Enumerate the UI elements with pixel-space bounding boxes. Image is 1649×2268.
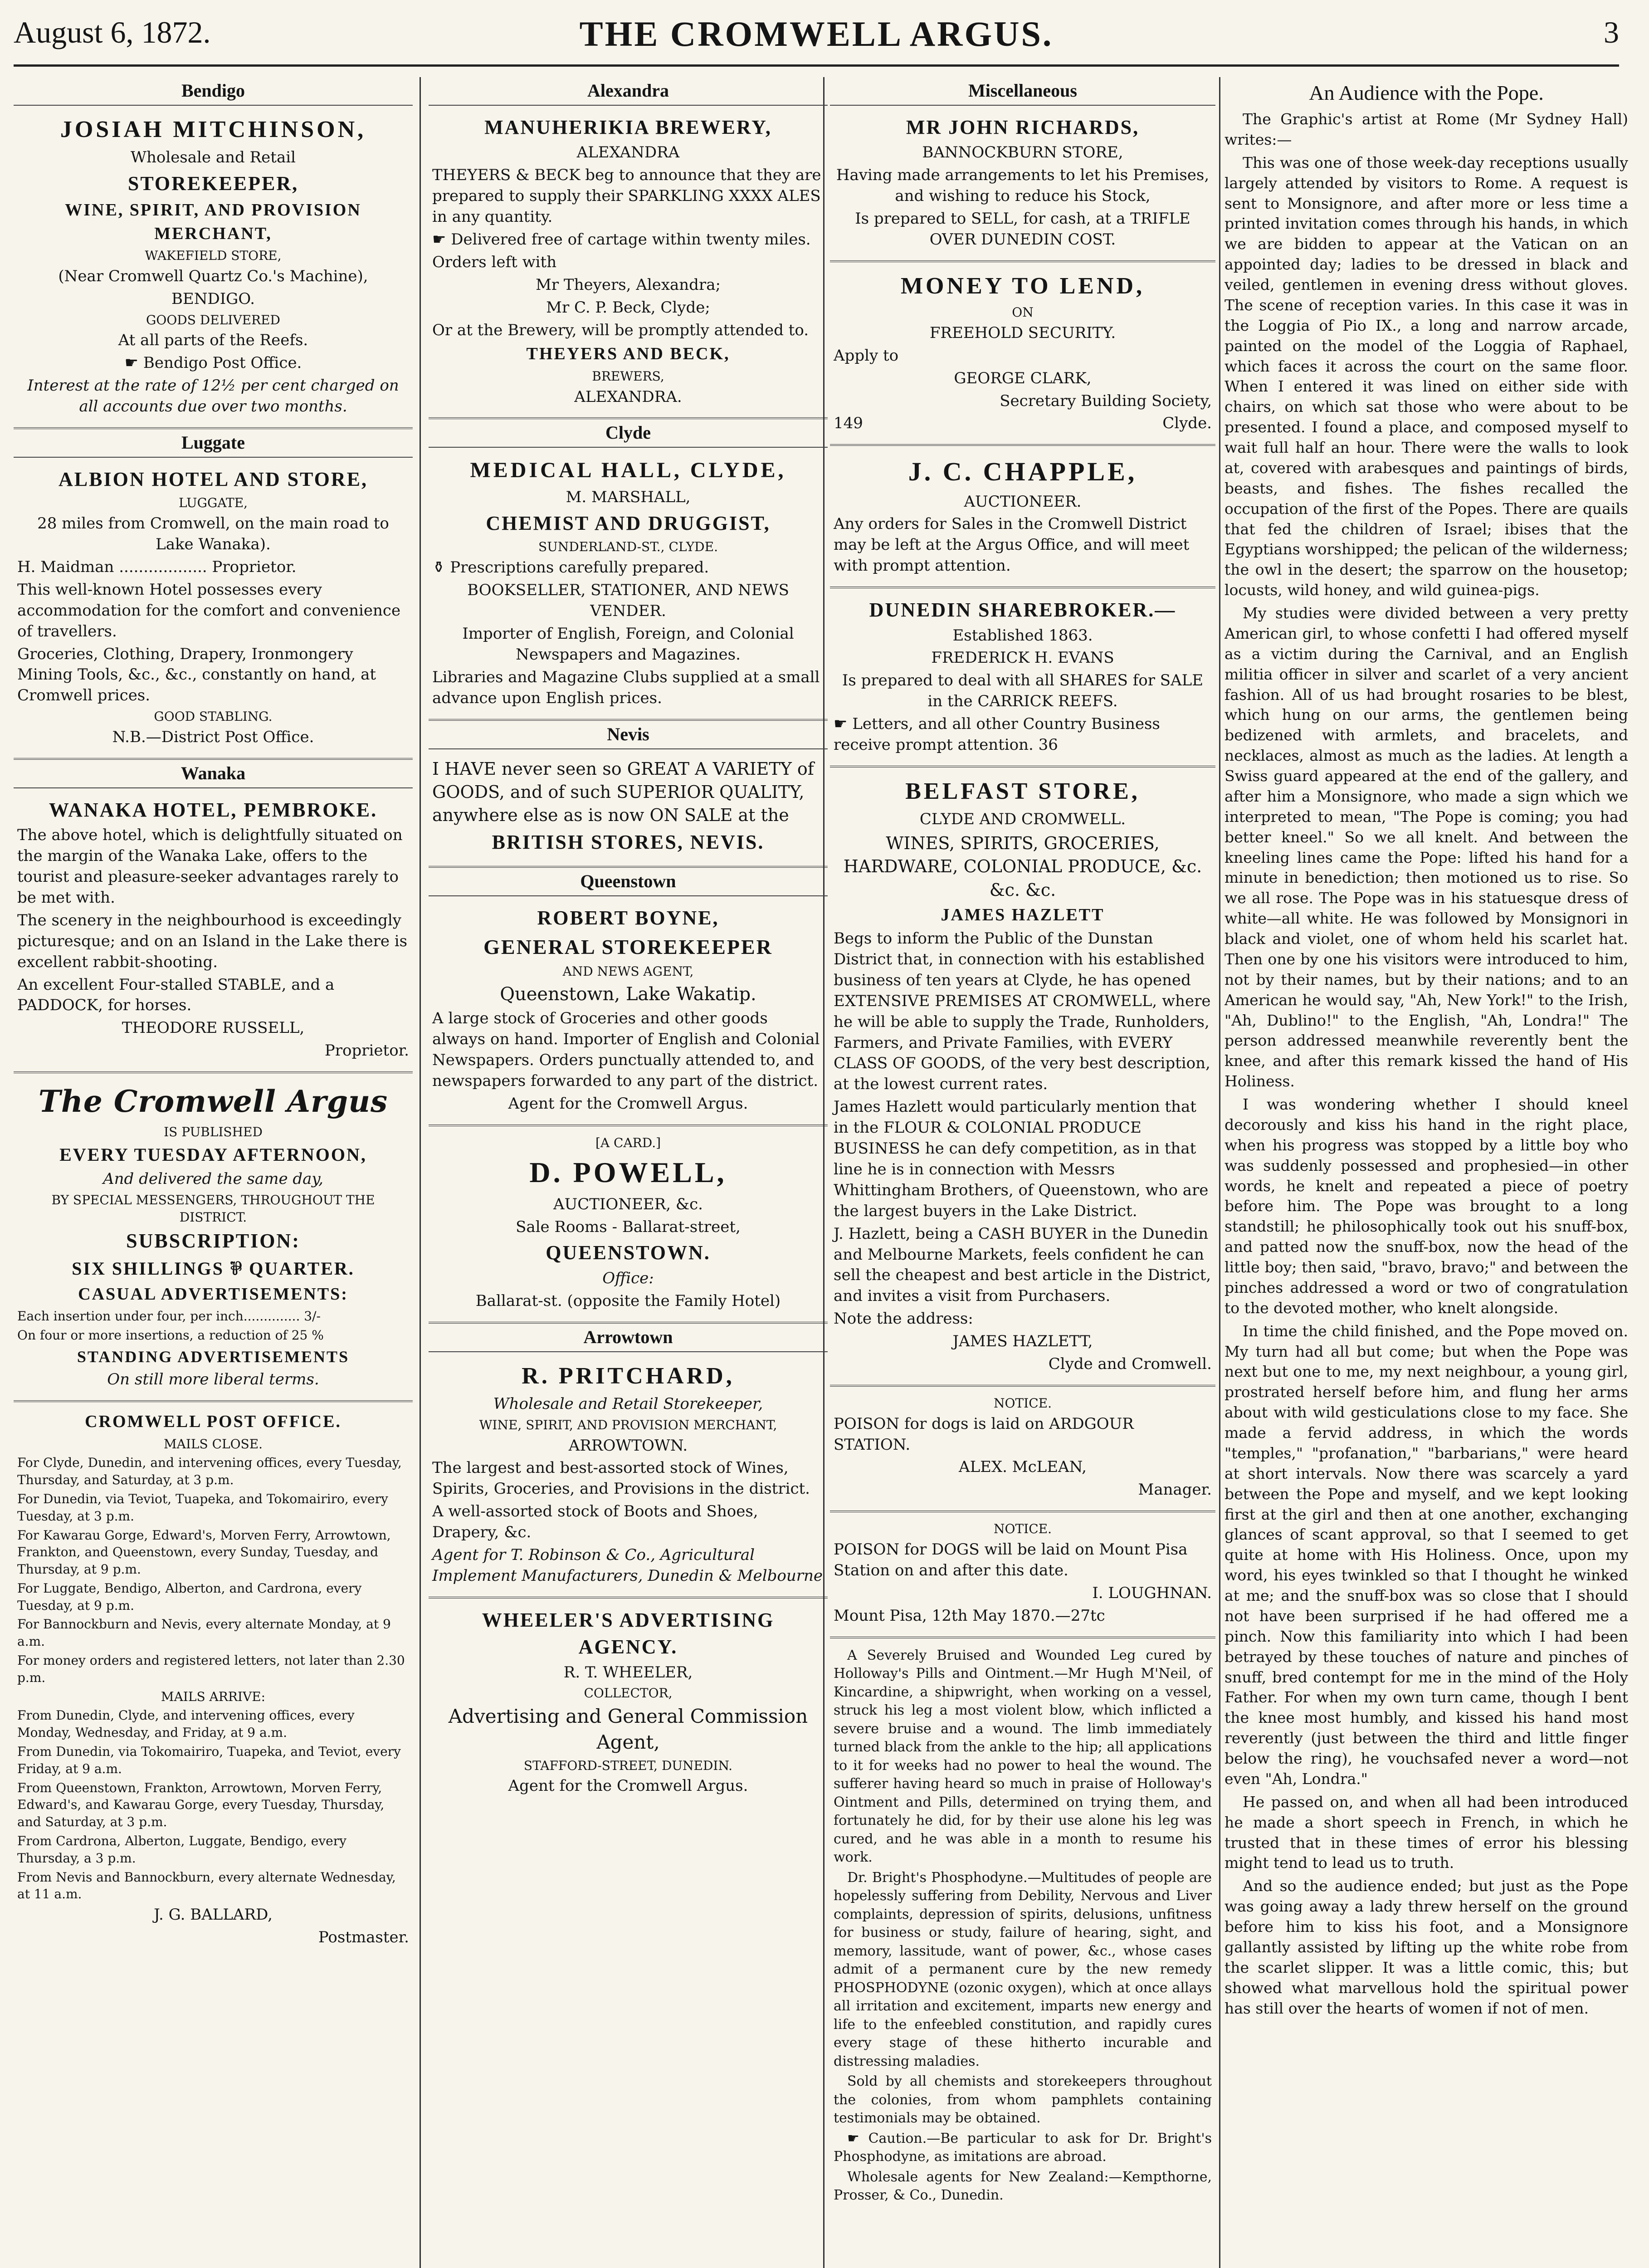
section-heading: Wanaka: [14, 760, 413, 788]
mails-arrive-list: [17, 1707, 409, 1903]
advert-british-stores: [429, 749, 828, 868]
advert-name: R. PRITCHARD,: [522, 1363, 735, 1389]
phosphodyne-agents: Wholesale agents for New Zealand:—Kempthorne, Prosser, & Co., Dunedin.: [834, 2169, 1212, 2204]
advert-line: Each insertion under four, per inch.............. 3/-: [17, 1309, 321, 1324]
article-audience-with-the-pope: [1225, 77, 1628, 2268]
advert-line: Clyde and Cromwell.: [1048, 1354, 1212, 1373]
section-heading: Miscellaneous: [830, 77, 1215, 106]
article-paragraph: My studies were divided between a very pretty American girl, to whose confetti I had offered myself as a victim during the Carnival, and an English militia officer in silver and scarlet of a very ancient fashion. All of us had brought rosaries to be blest, which hung on our arms, the gentlemen being bedizened with armlets, and bracelets, and necklaces, almost as much as the ladies. At length a Swiss guard appeared at the end of the gallery, and after him a Monsignore, who made a sign which we interpreted to mean, "The Pope is coming; you had better kneel." So we all knelt. And between the kneeling lines came the Pope: lifted his hand for a minute in benediction; then motioned us to rise. So we all rose. The Pope was in his statuesque dress of white—all white. He was followed by Monsignori in black and violet, one of whom held his scarlet hat. Then one by one his visitors were introduced to him, not by their names, but by their nations; and to an American he would say, "Ah, New York!" to the Irish, "Ah, Dublino!" to the English, "Ah, Londra!" The person addressed meanwhile reverently bent the knee, and after this remark kissed the hand of His Holiness.: [1225, 604, 1628, 1090]
phosphodyne-notice: Sold by all chemists and storekeepers throughout the colonies, from whom pamphlets containing testimonials may be obtained.: [834, 2073, 1212, 2126]
advert-line: AUCTIONEER, &c.: [553, 1195, 703, 1213]
advert-line: SUNDERLAND-ST., CLYDE.: [538, 539, 718, 555]
advert-line: ALEX. McLEAN,: [959, 1458, 1087, 1476]
advert-line: R. T. WHEELER,: [563, 1663, 693, 1681]
advert-albion-hotel: [14, 458, 413, 760]
holloway-notice: A Severely Bruised and Wounded Leg cured by Holloway's Pills and Ointment.—Mr Hugh M'Neil, of Kincardine, a shipwright, when working on a vessel, struck his leg a most violent blow, which inflicted a severe bruise and a wound. The limb immediately turned black from the ankle to the hip; all applications to it for weeks had no power to heal the wound. The sufferer having heard so much in praise of Holloway's Ointment and Pills, determined on trying them, and fortunately he did, for by their use alone his leg was cured, and he was able in a month to resume his work.: [834, 1647, 1212, 1866]
article-paragraph: The Graphic's artist at Rome (Mr Sydney Hall) writes:—: [1225, 110, 1628, 148]
advert-line: THEODORE RUSSELL,: [122, 1019, 305, 1037]
advert-name: WANAKA HOTEL, PEMBROKE.: [49, 798, 378, 821]
advert-line: An excellent Four-stalled STABLE, and a PADDOCK, for horses.: [17, 975, 335, 1015]
post-office-title: CROMWELL POST OFFICE.: [85, 1412, 342, 1432]
section-heading: Bendigo: [14, 77, 413, 106]
advert-line: H. Maidman .................. Proprietor.: [17, 557, 297, 576]
advert-line: Proprietor.: [324, 1041, 409, 1060]
advert-line: James Hazlett would particularly mention that in the FLOUR & COLONIAL PRODUCE BUSINESS he can defy competition, as in that line he is in connection with Messrs Whittingham Brothers, of Queenstown, who are the largest buyers in the Lake District.: [834, 1098, 1209, 1220]
advert-line: STOREKEEPER,: [127, 172, 299, 195]
advert-line: SUBSCRIPTION:: [126, 1230, 300, 1252]
pointing-hand-icon: ☛: [432, 230, 451, 249]
list-item: From Dunedin, Clyde, and intervening offices, every Monday, Wednesday, and Friday, at 9 a.m.: [17, 1708, 355, 1740]
advert-line: Note the address:: [834, 1310, 973, 1328]
page-number: 3: [1604, 15, 1619, 49]
advert-line: Interest at the rate of 12½ per cent charged on all accounts due over two months.: [27, 376, 399, 416]
notice-mount-pisa: [830, 1512, 1215, 1638]
advert-line: Letters, and all other Country Business receive prompt attention.: [834, 715, 1160, 754]
column-1: [14, 77, 413, 2268]
advert-line: Libraries and Magazine Clubs supplied at a small advance upon English prices.: [432, 668, 820, 707]
article-paragraph: He passed on, and when all had been introduced he made a short speech in French, in which he trusted that in these times of error his blessing might tend to lead us to truth.: [1225, 1793, 1628, 1872]
advert-mitchinson: [14, 106, 413, 429]
issue-date: August 6, 1872.: [14, 15, 211, 49]
section-heading: Alexandra: [429, 77, 828, 106]
advert-line: (Near Cromwell Quartz Co.'s Machine),: [58, 267, 368, 285]
advert-line: Agent for the Cromwell Argus.: [508, 1777, 748, 1795]
advert-line: CLYDE AND CROMWELL.: [919, 810, 1126, 829]
advert-line: BOOKSELLER, STATIONER, AND NEWS VENDER.: [467, 581, 789, 621]
advert-line: I HAVE never seen so GREAT A VARIETY of GOODS, and of such SUPERIOR QUALITY, anywhere else as is now ON SALE at the: [432, 758, 814, 826]
advert-line: [A CARD.]: [595, 1135, 661, 1150]
advert-chapple: [830, 446, 1215, 588]
advert-line: WINE, SPIRIT, AND PROVISION MERCHANT,: [479, 1417, 777, 1432]
pointing-hand-icon: ☛: [834, 715, 853, 733]
section-heading: Arrowtown: [429, 1324, 828, 1352]
advert-line: Importer of English, Foreign, and Colonial Newspapers and Magazines.: [462, 624, 794, 664]
article-paragraph: And so the audience ended; but just as the Pope was going away a lady threw herself on the ground before him to kiss his foot, and a Monsignore gallantly assisted by lifting up the white robe from the scarlet slipper. It was a little comic, this; but showed what marvellous hold the spiritual power has still over the hearts of women if not of men.: [1225, 1877, 1628, 2017]
advert-line: At all parts of the Reefs.: [118, 331, 308, 350]
advert-name: D. POWELL,: [529, 1156, 727, 1189]
advert-line: Delivered free of cartage within twenty miles.: [451, 230, 811, 249]
advert-name: MANUHERIKIA BREWERY,: [484, 116, 772, 138]
advert-line: Agent for the Cromwell Argus.: [508, 1094, 748, 1113]
advert-money-to-lend: [830, 262, 1215, 446]
advert-argus-subscription: [14, 1073, 413, 1402]
pointing-hand-icon: ☛: [847, 2130, 868, 2146]
advert-line: Ballarat-st. (opposite the Family Hotel): [475, 1291, 781, 1310]
list-item: For Kawarau Gorge, Edward's, Morven Ferry, Arrowtown, Frankton, and Queenstown, every Sunday, Tuesday, and Thursday, at 9 p.m.: [17, 1527, 391, 1577]
newspaper-title: THE CROMWELL ARGUS.: [579, 14, 1054, 54]
advert-line: GEORGE CLARK,: [954, 369, 1092, 387]
mails-close-heading: MAILS CLOSE.: [163, 1436, 263, 1452]
advert-manuherikia-brewery: [429, 106, 828, 419]
advert-line: COLLECTOR,: [584, 1686, 673, 1701]
list-item: From Nevis and Bannockburn, every alternate Wednesday, at 11 a.m.: [17, 1869, 396, 1902]
advert-line: Groceries, Clothing, Drapery, Ironmongery Mining Tools, &c., &c., constantly on hand, at Cromwell prices.: [17, 645, 376, 705]
article-paragraph: In time the child finished, and the Pope moved on. My turn had all but come; but when the Pope was next but one to me, my next neighbour, a young girl, prostrated herself before him, and flung her arms about with wild gesticulations close to my face. She made a fervid address, in which the words "temples," "profanation," "barbarians," were heard at short intervals. Now there was scarcely a yard between the Pope and myself, and we kept looking first at the girl and then at one another, exchanging glances of scant approval, so that I seemed to get quite at home with His Holiness. Once, upon my word, his eyes twinkled so that I thought he winked at me; and the snuff-box was so close that I should not have been surprised if he had offered me a pinch. Now this familiarity into which I had been betrayed by these touches of nature and pinches of snuff, bred contempt for me in the mind of the Holy Father. For when my own turn came, though I bent the knee most humbly, and kissed his hand most reverently (just between the third and little finger below the ring), he vouchsafed never a word—not even "Ah, Londra.": [1225, 1322, 1628, 1788]
section-heading: Luggate: [14, 429, 413, 458]
advert-line: QUEENSTOWN.: [546, 1242, 711, 1264]
advert-line: Agent for T. Robinson & Co., Agricultural Implement Manufacturers, Dunedin & Melbourne: [432, 1545, 823, 1585]
phosphodyne-caution: Caution.—Be particular to ask for Dr. Bright's Phosphodyne, as imitations are abroad.: [834, 2130, 1212, 2165]
advert-name: BELFAST STORE,: [905, 778, 1140, 804]
list-item: For money orders and registered letters, not later than 2.30 p.m.: [17, 1653, 405, 1685]
advert-line: Orders left with: [432, 253, 557, 271]
article-paragraph: I was wondering whether I should kneel decorously and kiss his hand in the right place, when his progress was stopped by a little boy who was suddenly possessed and prophesied—in other words, he knelt and repeated a piece of poetry before him. The Pope was brought to a long standstill; he philosophically took out his snuff-box, and patted now the snuff-box, now the head of the little boy; then said, "bravo, bravo;" and between the pinches addressed a word or two of congratulation to the devoted mother, who knelt alongside.: [1225, 1095, 1628, 1317]
section-heading: Clyde: [429, 419, 828, 448]
advert-line: Or at the Brewery, will be promptly attended to.: [432, 321, 809, 339]
advert-name: MR JOHN RICHARDS,: [906, 116, 1140, 138]
advert-line: GOOD STABLING.: [154, 709, 273, 724]
postmaster-name: J. G. BALLARD,: [154, 1906, 273, 1924]
patent-medicine-notices: [830, 1638, 1215, 2215]
section-heading: Queenstown: [429, 868, 828, 896]
advert-john-richards: [830, 106, 1215, 262]
advert-belfast-store: [830, 767, 1215, 1387]
advert-wheeler: [429, 1598, 828, 1807]
advert-line: IS PUBLISHED: [164, 1124, 263, 1140]
advert-line: CASUAL ADVERTISEMENTS:: [78, 1284, 348, 1304]
advert-medical-hall: [429, 448, 828, 720]
advert-line: AUCTIONEER.: [964, 492, 1082, 511]
advert-line: Is prepared to SELL, for cash, at a TRIFLE OVER DUNEDIN COST.: [855, 210, 1190, 249]
advert-line: AND NEWS AGENT,: [562, 964, 694, 979]
advert-line: Office:: [602, 1269, 654, 1287]
mails-arrive-heading: MAILS ARRIVE:: [161, 1689, 266, 1704]
advert-line: Wholesale and Retail Storekeeper,: [493, 1394, 763, 1413]
advert-name: J. C. CHAPPLE,: [908, 457, 1137, 487]
advert-line: POISON for DOGS will be laid on Mount Pisa Station on and after this date.: [834, 1540, 1188, 1579]
list-item: For Dunedin, via Teviot, Tuapeka, and Tokomairiro, every Tuesday, at 3 p.m.: [17, 1491, 388, 1524]
notice-title: NOTICE.: [994, 1521, 1052, 1537]
advert-line: On still more liberal terms.: [107, 1370, 319, 1389]
advert-line: LUGGATE,: [178, 495, 248, 511]
mails-close-list: [17, 1454, 409, 1686]
advert-line: Is prepared to deal with all SHARES for SALE in the CARRICK REEFS.: [842, 671, 1204, 711]
advert-line: GOODS DELIVERED: [146, 312, 280, 327]
advert-line: THEYERS AND BECK,: [526, 344, 730, 364]
advert-line: JAMES HAZLETT: [941, 905, 1105, 924]
postmaster-title: Postmaster.: [318, 1928, 409, 1947]
advert-line: SIX SHILLINGS ⅌ QUARTER.: [72, 1258, 355, 1279]
list-item: For Clyde, Dunedin, and intervening offices, every Tuesday, Thursday, and Saturday, at 3 p.m.: [17, 1455, 402, 1488]
list-item: From Cardrona, Alberton, Luggate, Bendigo, every Thursday, a 3 p.m.: [17, 1833, 346, 1866]
advert-line: Secretary Building Society,: [1000, 391, 1212, 410]
advert-line: BANNOCKBURN STORE,: [922, 143, 1123, 162]
advert-line: Mr C. P. Beck, Clyde;: [546, 298, 710, 317]
advert-line: FREEHOLD SECURITY.: [929, 323, 1116, 342]
advert-line: WINE, SPIRIT, AND PROVISION MERCHANT,: [65, 200, 361, 243]
advert-name: JOSIAH MITCHINSON,: [60, 117, 366, 142]
column-3: [830, 77, 1215, 2268]
advert-line: I. LOUGHNAN.: [1092, 1584, 1212, 1602]
advert-line: WINES, SPIRITS, GROCERIES, HARDWARE, COLONIAL PRODUCE, &c. &c. &c.: [843, 833, 1202, 900]
advert-line: M. MARSHALL,: [566, 488, 691, 507]
advert-line: WAKEFIELD STORE,: [145, 248, 282, 264]
advert-line: This well-known Hotel possesses every accommodation for the comfort and convenience of travellers.: [17, 580, 401, 640]
advert-line: CHEMIST AND DRUGGIST,: [486, 512, 771, 535]
advert-line: Mr Theyers, Alexandra;: [536, 275, 721, 294]
advert-name: WHEELER'S ADVERTISING AGENCY.: [482, 1608, 775, 1658]
post-office-schedule: [14, 1402, 413, 1958]
notice-title: NOTICE.: [994, 1395, 1052, 1411]
advert-line: BREWERS,: [592, 368, 664, 384]
advert-line: Queenstown, Lake Wakatip.: [500, 984, 756, 1005]
list-item: For Luggate, Bendigo, Alberton, and Cardrona, every Tuesday, at 9 p.m.: [17, 1580, 362, 1613]
advert-line: Having made arrangements to let his Premises, and wishing to reduce his Stock,: [836, 166, 1210, 205]
advert-name: ROBERT BOYNE,: [537, 906, 719, 929]
advert-name: DUNEDIN SHAREBROKER.—: [869, 599, 1176, 621]
advert-pritchard: [429, 1352, 828, 1598]
advert-line: The scenery in the neighbourhood is exceedingly picturesque; and on an Island in the Lake there is excellent rabbit-shooting.: [17, 911, 408, 971]
column-rule: [420, 77, 421, 2268]
advert-line: FREDERICK H. EVANS: [931, 649, 1114, 667]
advert-line: ALEXANDRA: [576, 143, 680, 162]
advert-line: 36: [1038, 735, 1058, 754]
section-heading: Nevis: [429, 721, 828, 749]
advert-line: N.B.—District Post Office.: [112, 728, 314, 746]
mortar-pestle-icon: ⚱: [432, 558, 450, 577]
advert-line: Prescriptions carefully prepared.: [450, 558, 709, 577]
advert-line: Sale Rooms - Ballarat-street,: [516, 1217, 741, 1236]
advert-line: GENERAL STOREKEEPER: [483, 935, 773, 959]
advert-line: Advertising and General Commission Agent,: [448, 1705, 808, 1753]
advert-line: And delivered the same day,: [103, 1169, 323, 1188]
phosphodyne-notice: Dr. Bright's Phosphodyne.—Multitudes of people are hopelessly suffering from Debility, Nervous and Liver complaints, depression of spirits, delusions, unfitness for business or study, failure of hearing, sight, and memory, lassitude, want of power, &c., whose cases admit of a permanent cure by the new remedy PHOSPHODYNE (ozonic oxygen), which at once allays all irritation and excitement, imparts new energy and life to the enfeebled constitution, and rapidly cures every stage of these hitherto incurable and distressing maladies.: [834, 1869, 1212, 2069]
advert-line: A large stock of Groceries and other goods always on hand. Importer of English and Colonial Newspapers. Orders punctually attended to, and newspapers forwarded to any part of the district.: [432, 1009, 820, 1090]
advert-line: Established 1863.: [952, 626, 1093, 645]
advert-line: ON: [1012, 305, 1034, 320]
advert-wanaka-hotel: [14, 788, 413, 1073]
article-title: An Audience with the Pope.: [1309, 81, 1544, 104]
advert-line: Wholesale and Retail: [131, 148, 296, 167]
article-paragraph: This was one of those week-day receptions usually largely attended by visitors to Rome. A request is sent to Monsignore, and after more or less time a printed invitation comes through his hands, in which we are bidden to appear at the Vatican on an appointed day; ladies to be dressed in black and veiled, gentlemen in evening dress without gloves. The scene of reception varies. In this case it was in the Loggia of Pio IX., a long and narrow arcade, painted on the model of the Loggia of Raphael, which faces it across the court on the same floor. When I entered it was lined on either side with chairs, on which sat those who were about to be presented. I found a place, and composed myself to wait full half an hour. There were the walls to look at, covered with arabesques and paintings of birds, beasts, and fishes. The fishes recalled the occupation of the first of the Popes. There are quails that fed the children of Israel; ibises that the Egyptians worshipped; the pelican of the wilderness; the owl in the desert; the sparrow on the housetop; locusts, wild honey, and wild guinea-pigs.: [1225, 153, 1628, 599]
advert-robert-boyne: [429, 896, 828, 1126]
advert-line: STAFFORD-STREET, DUNEDIN.: [523, 1758, 733, 1773]
masthead: [14, 10, 1619, 67]
advert-line: ALEXANDRA.: [574, 387, 682, 406]
advert-line: Any orders for Sales in the Cromwell District may be left at the Argus Office, and will meet with prompt attention.: [834, 515, 1190, 575]
advert-line: Mount Pisa, 12th May 1870.—27tc: [834, 1606, 1105, 1625]
advert-line: STANDING ADVERTISEMENTS: [77, 1347, 350, 1366]
list-item: From Dunedin, via Tokomairiro, Tuapeka, and Teviot, every Friday, at 9 a.m.: [17, 1744, 401, 1776]
notice-ardgour: [830, 1387, 1215, 1512]
argus-title: The Cromwell Argus: [38, 1084, 388, 1119]
advert-line: Clyde.: [1162, 414, 1212, 433]
advert-line: The largest and best-assorted stock of Wines, Spirits, Groceries, and Provisions in the district.: [432, 1459, 810, 1498]
advert-line: Begs to inform the Public of the Dunstan District that, in connection with his established business of ten years at Clyde, he has opened EXTENSIVE PREMISES AT CROMWELL, where he will be able to supply the Trade, Runholders, Farmers, and Private Families, with EVERY CLASS OF GOODS, of the very best description, at the lowest current rates.: [834, 929, 1211, 1094]
advert-line: BRITISH STORES, NEVIS.: [492, 831, 765, 854]
advert-line: Bendigo Post Office.: [143, 354, 302, 372]
column-2: [429, 77, 828, 2268]
advert-name: MEDICAL HALL, CLYDE,: [470, 458, 786, 483]
advert-name: ALBION HOTEL AND STORE,: [59, 468, 368, 490]
list-item: For Bannockburn and Nevis, every alternate Monday, at 9 a.m.: [17, 1617, 391, 1649]
advert-line: 149: [834, 414, 863, 433]
advert-sharebroker: [830, 588, 1215, 767]
advert-line: POISON for dogs is laid on ARDGOUR STATION.: [834, 1414, 1134, 1454]
column-rule: [1219, 77, 1220, 2268]
advert-line: The above hotel, which is delightfully situated on the margin of the Wanaka Lake, offers to the tourist and pleasure-seeker advantages rarely to be met with.: [17, 826, 403, 907]
pointing-hand-icon: ☛: [124, 354, 143, 372]
advert-line: Manager.: [1138, 1481, 1212, 1499]
advert-line: THEYERS & BECK beg to announce that they are prepared to supply their SPARKLING XXXX ALES in any quantity.: [432, 166, 821, 226]
advert-line: BY SPECIAL MESSENGERS, THROUGHOUT THE DISTRICT.: [51, 1192, 375, 1225]
advert-line: J. Hazlett, being a CASH BUYER in the Dunedin and Melbourne Markets, feels confident he can sell the cheapest and best article in the District, and invites a visit from Purchasers.: [834, 1224, 1211, 1305]
advert-line: On four or more insertions, a reduction of 25 %: [17, 1327, 324, 1343]
advert-line: JAMES HAZLETT,: [952, 1332, 1093, 1351]
advert-line: A well-assorted stock of Boots and Shoes, Drapery, &c.: [432, 1502, 758, 1542]
advert-name: MONEY TO LEND,: [900, 273, 1145, 299]
advert-line: EVERY TUESDAY AFTERNOON,: [59, 1144, 367, 1165]
list-item: From Queenstown, Frankton, Arrowtown, Morven Ferry, Edward's, and Kawarau Gorge, every Tuesday, Thursday, and Saturday, at 3 p.m.: [17, 1780, 385, 1830]
advert-line: 28 miles from Cromwell, on the main road to Lake Wanaka).: [37, 514, 389, 554]
advert-line: ARROWTOWN.: [568, 1436, 688, 1455]
advert-d-powell: [429, 1126, 828, 1324]
advert-line: BENDIGO.: [171, 289, 255, 308]
advert-line: Apply to: [834, 346, 899, 365]
